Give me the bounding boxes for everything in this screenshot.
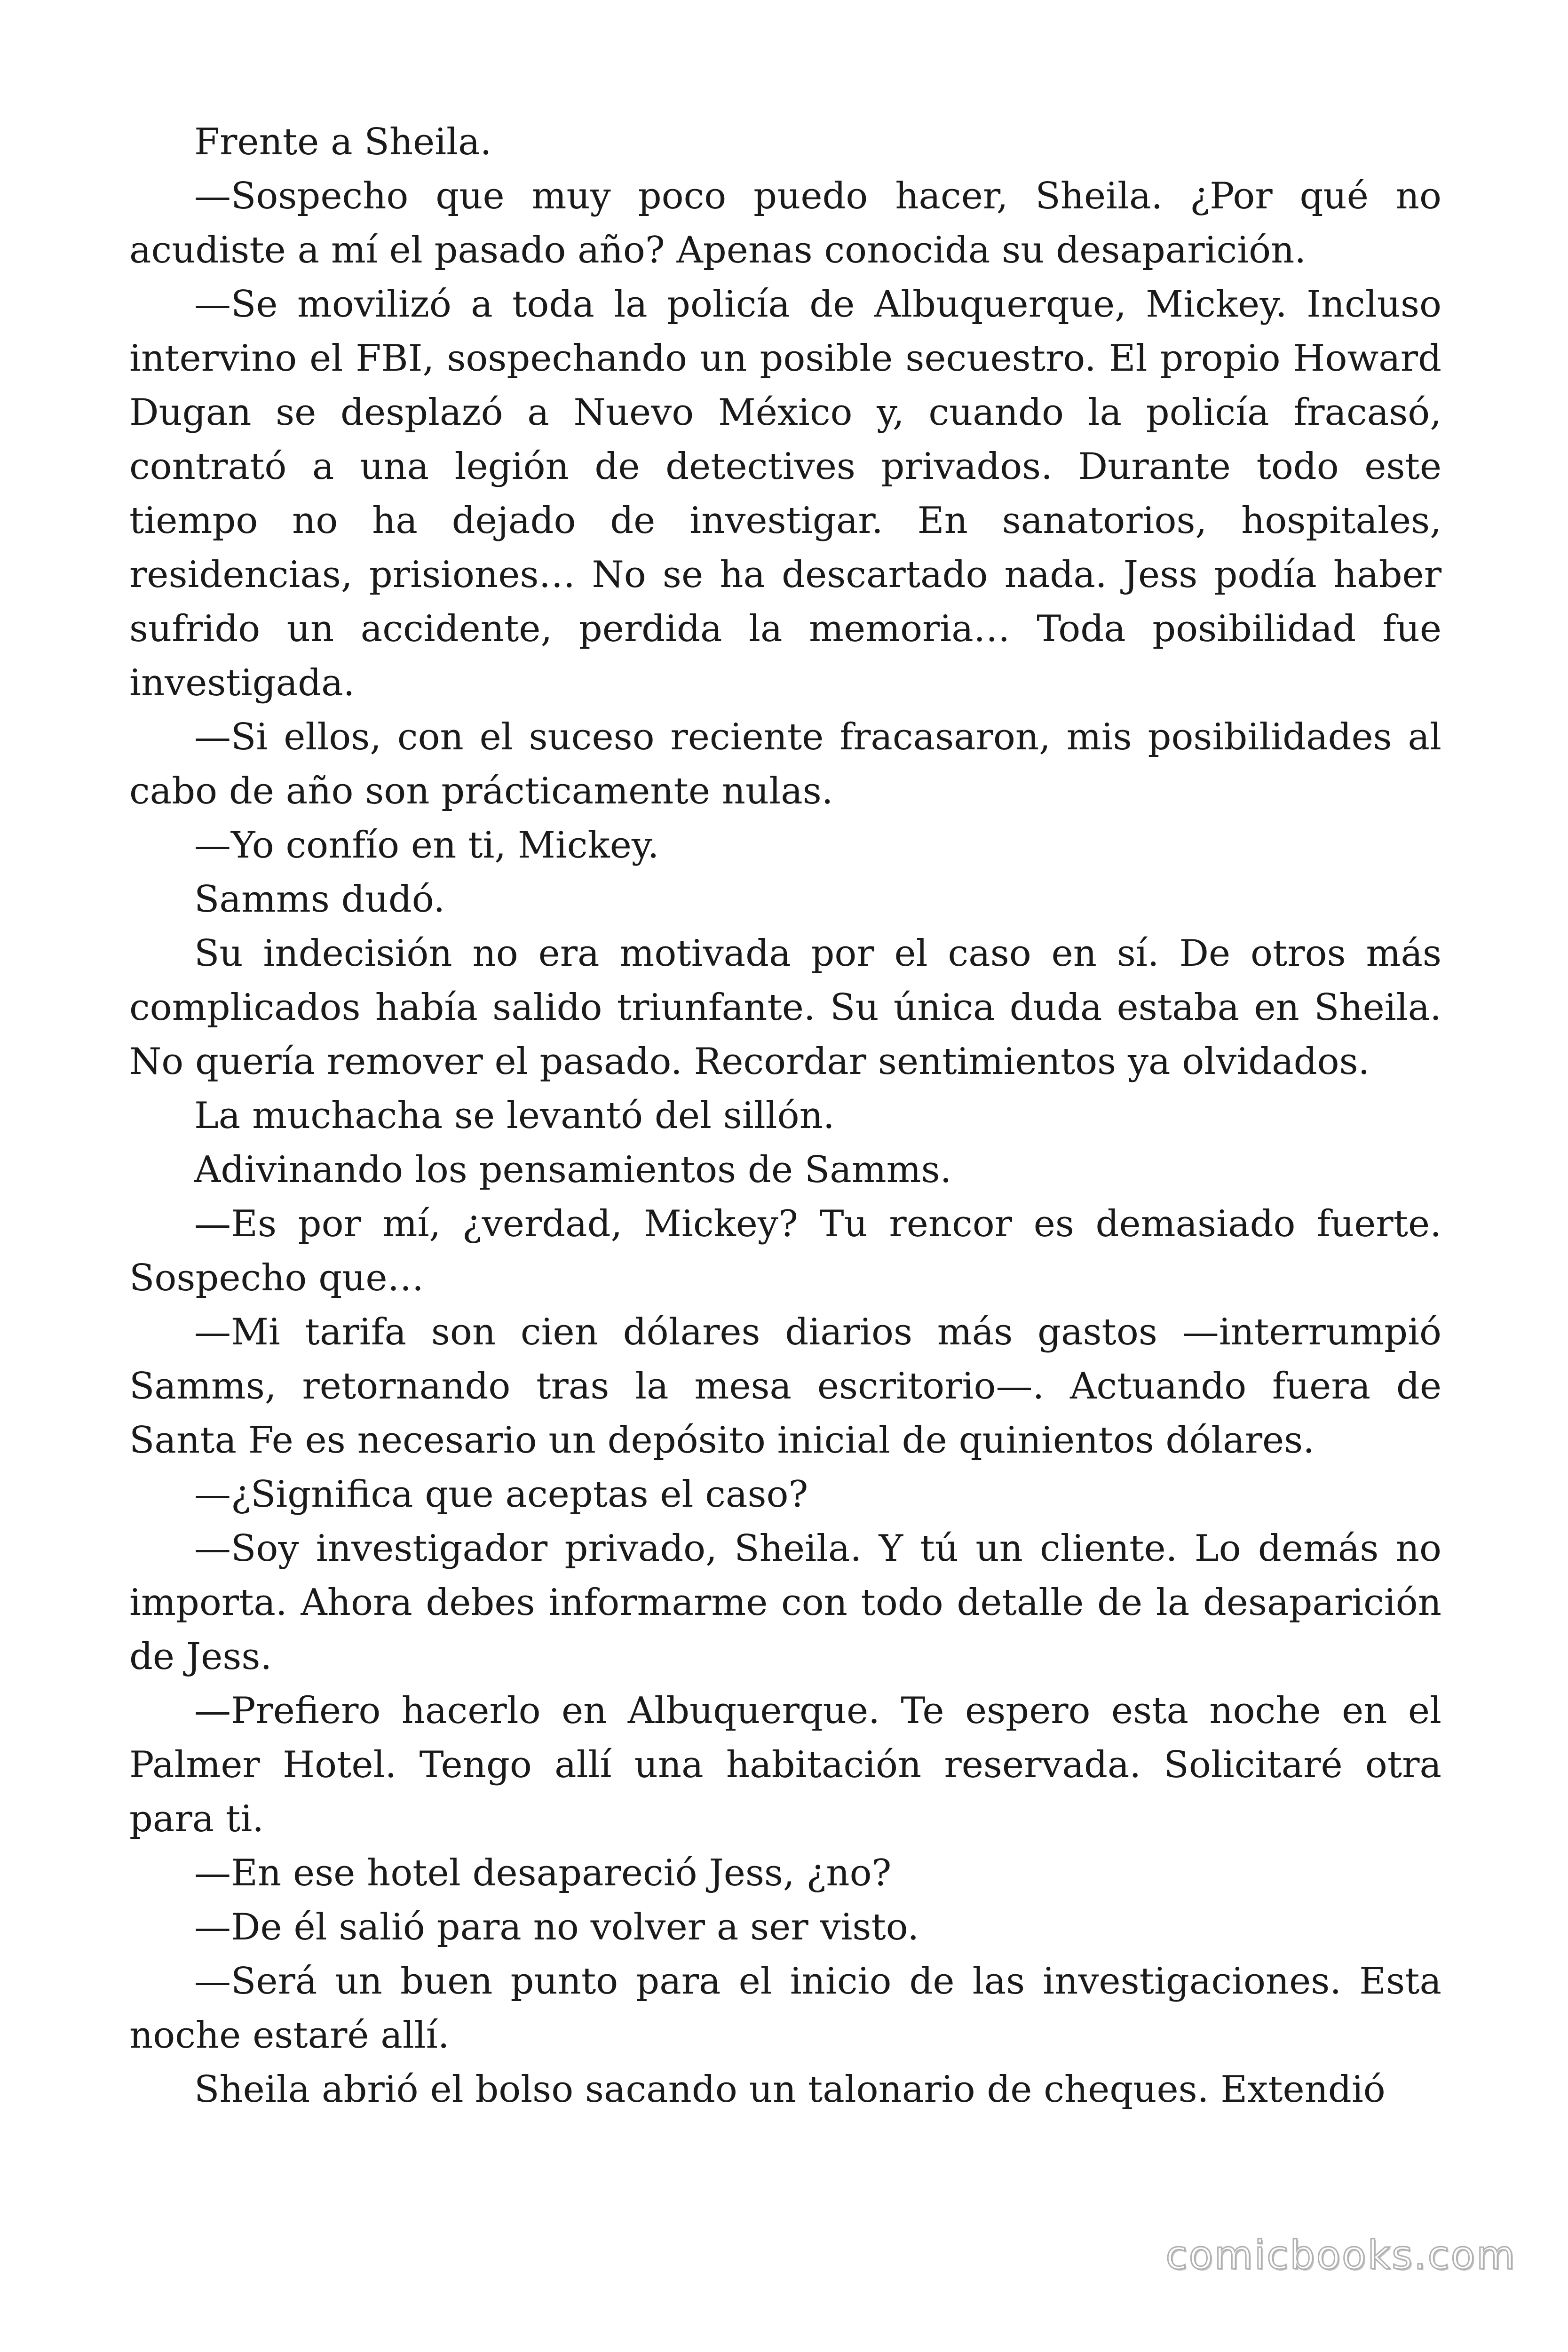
- paragraph: —Soy investigador privado, Sheila. Y tú un cliente. Lo demás no importa. Ahora debes informarme con todo detalle de la desaparición de Jess.: [129, 1527, 1441, 1678]
- paragraph: —Mi tarifa son cien dólares diarios más gastos —interrumpió Samms, retornando tras la mesa escritorio—. Actuando fuera de Santa Fe es necesario un depósito inicial de quinientos dólares.: [129, 1311, 1441, 1462]
- paragraph: Su indecisión no era motivada por el caso en sí. De otros más complicados había salido triunfante. Su única duda estaba en Sheila. No quería remover el pasado. Recordar sentimientos ya olvidados.: [129, 932, 1441, 1083]
- paragraph: Adivinando los pensamientos de Samms.: [194, 1149, 952, 1191]
- paragraph: —Será un buen punto para el inicio de las investigaciones. Esta noche estaré allí.: [129, 1960, 1441, 2057]
- paragraph: La muchacha se levantó del sillón.: [194, 1095, 835, 1137]
- paragraph: —Es por mí, ¿verdad, Mickey? Tu rencor es demasiado fuerte. Sospecho que…: [129, 1203, 1441, 1299]
- paragraph: —Prefiero hacerlo en Albuquerque. Te espero esta noche en el Palmer Hotel. Tengo allí una habitación reservada. Solicitaré otra para ti.: [129, 1690, 1441, 1840]
- page-text-body: [129, 115, 1441, 2117]
- watermark: comicbooks.com: [1165, 2232, 1516, 2278]
- paragraph: —En ese hotel desapareció Jess, ¿no?: [194, 1852, 892, 1894]
- paragraph: —Sospecho que muy poco puedo hacer, Sheila. ¿Por qué no acudiste a mí el pasado año? Apenas conocida su desaparición.: [129, 175, 1441, 271]
- paragraph: —¿Significa que aceptas el caso?: [194, 1473, 808, 1516]
- paragraph: —Yo confío en ti, Mickey.: [194, 824, 659, 866]
- paragraph: —Se movilizó a toda la policía de Albuquerque, Mickey. Incluso intervino el FBI, sospechando un posible secuestro. El propio Howard Dugan se desplazó a Nuevo México y, cuando la policía fracasó, contrató a una legión de detectives privados. Durante todo este tiempo no ha dejado de investigar. En sanatorios, hospitales, residencias, prisiones… No se ha descartado nada. Jess podía haber sufrido un accidente, perdida la memoria… Toda posibilidad fue investigada.: [129, 283, 1441, 704]
- paragraph: Sheila abrió el bolso sacando un talonario de cheques. Extendió: [194, 2068, 1386, 2111]
- paragraph: —De él salió para no volver a ser visto.: [194, 1906, 919, 1948]
- paragraph: Frente a Sheila.: [194, 121, 492, 163]
- paragraph: Samms dudó.: [194, 878, 445, 921]
- paragraph: —Si ellos, con el suceso reciente fracasaron, mis posibilidades al cabo de año son prácticamente nulas.: [129, 716, 1441, 812]
